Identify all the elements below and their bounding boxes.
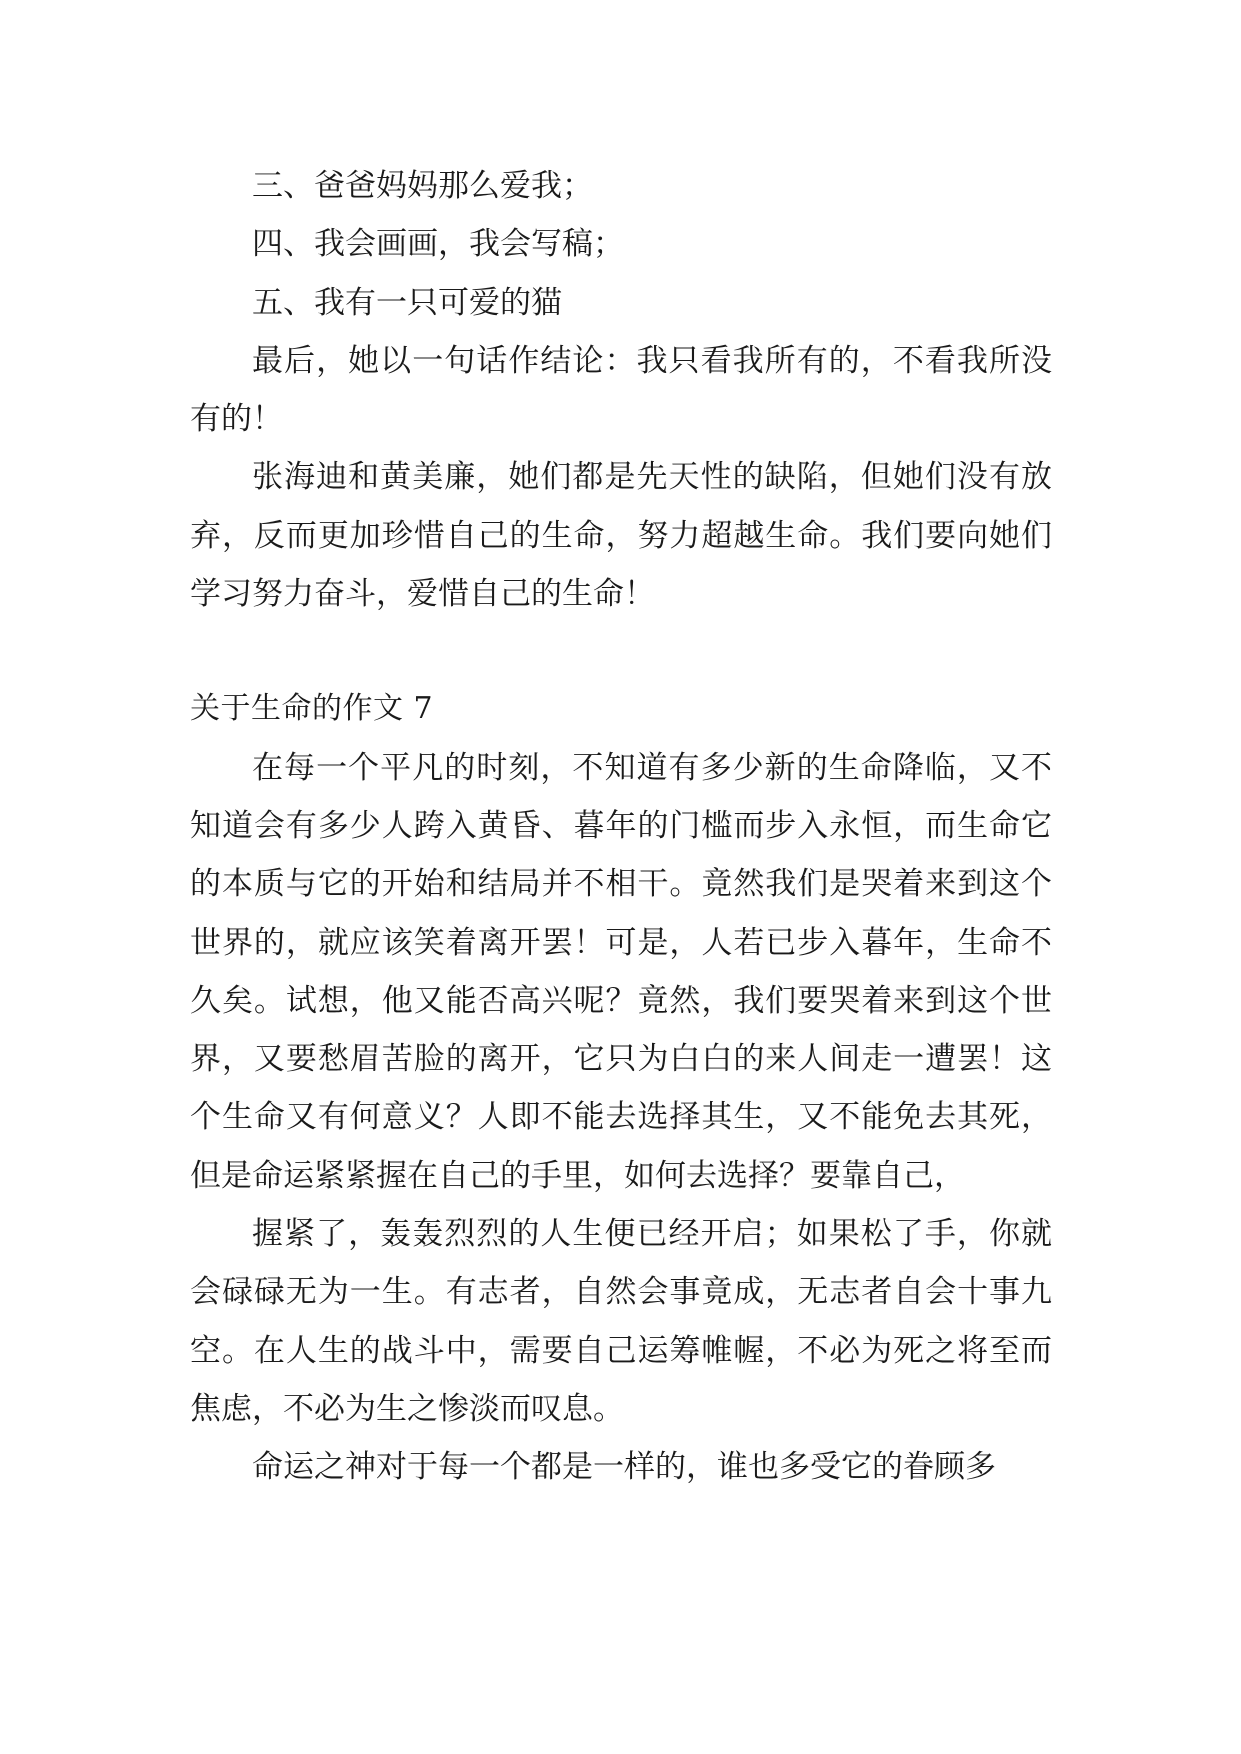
document-body (190, 157, 1052, 1497)
list-item: 四、我会画画，我会写稿； (252, 226, 624, 263)
list-item: 三、爸爸妈妈那么爱我； (252, 168, 593, 204)
section-title: 关于生命的作文 7 (190, 691, 434, 727)
body-paragraph: 握紧了，轰轰烈烈的人生便已经开启；如果松了手，你就会碌碌无为一生。有志者，自然会事竟成，无志者自会十事九空。在人生的战斗中，需要自己运筹帷幄，不必为死之将至而焦虑，不必为生之惨淡而叹息。 (190, 1216, 1052, 1427)
conclusion-paragraph: 最后，她以一句话作结论：我只看我所有的，不看我所没有的！ (190, 342, 1052, 438)
body-paragraph: 命运之神对于每一个都是一样的，谁也多受它的眷顾多 (252, 1449, 996, 1486)
body-paragraph: 在每一个平凡的时刻，不知道有多少新的生命降临，又不知道会有多少人跨入黄昏、暮年的门槛而步入永恒，而生命它的本质与它的开始和结局并不相干。竟然我们是哭着来到这个世界的，就应该笑着离开罢！可是，人若已步入暮年，生命不久矣。试想，他又能否高兴呢？竟然，我们要哭着来到这个世界，又要愁眉苦脸的离开，它只为白白的来人间走一遭罢！这个生命又有何意义？人即不能去选择其生，又不能免去其死，但是命运紧紧握在自己的手里，如何去选择？要靠自己， (190, 749, 1052, 1194)
list-item: 五、我有一只可爱的猫 (252, 284, 562, 321)
reflection-paragraph: 张海迪和黄美廉，她们都是先天性的缺陷，但她们没有放弃，反而更加珍惜自己的生命，努力超越生命。我们要向她们学习努力奋斗，爱惜自己的生命！ (190, 459, 1052, 613)
